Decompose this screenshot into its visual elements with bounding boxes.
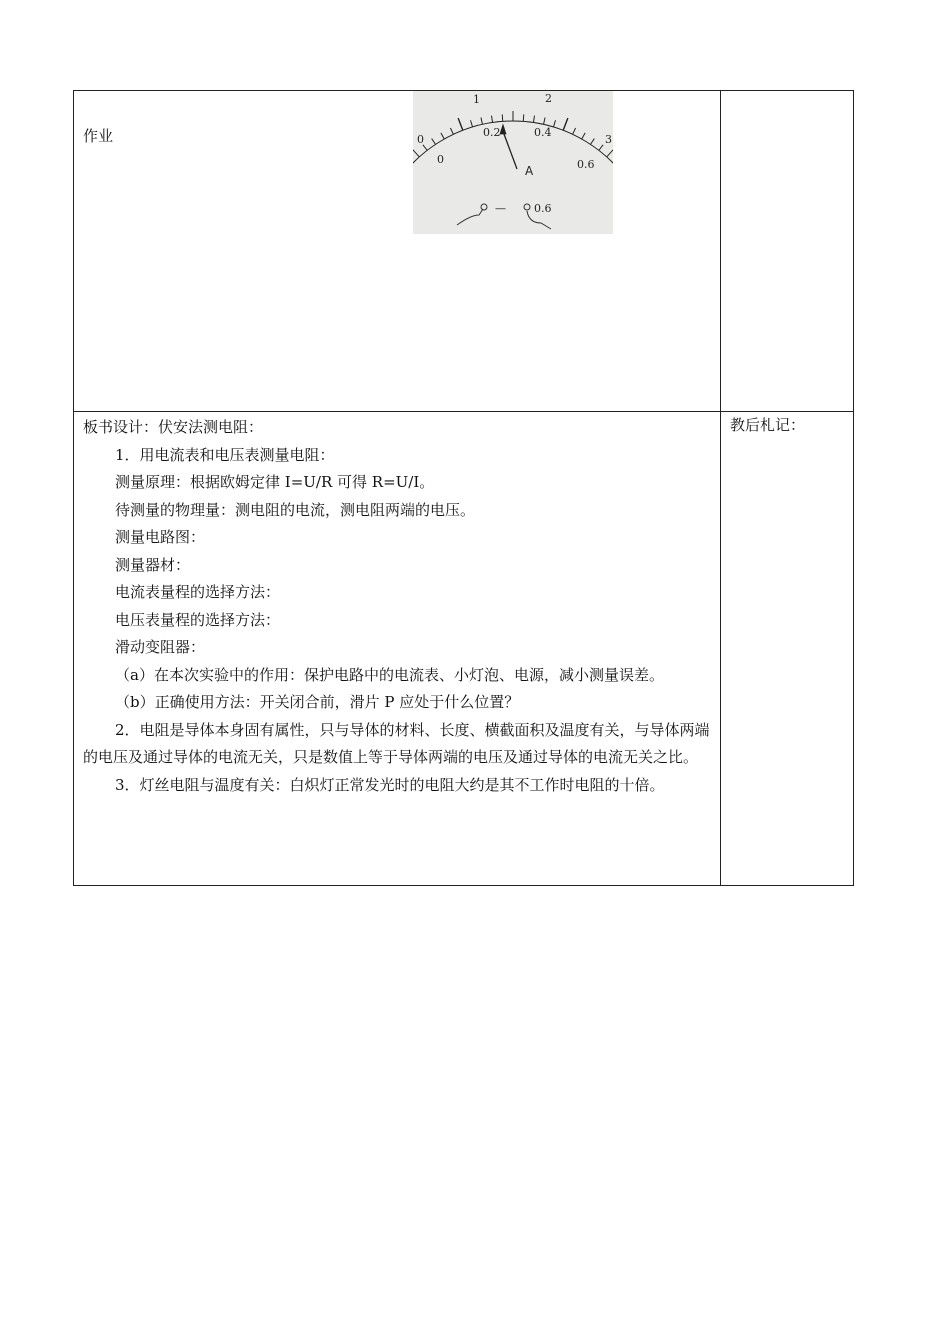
- lower-scale-0.6: 0.6: [577, 158, 595, 171]
- board-line-5: 测量器材：: [115, 555, 191, 574]
- dial-tick: [544, 118, 546, 125]
- board-title: 板书设计：伏安法测电阻：: [83, 418, 264, 436]
- dial-tick: [563, 118, 568, 130]
- upper-scale-2: 2: [545, 92, 552, 105]
- board-line-7: 电压表量程的选择方法：: [115, 610, 281, 629]
- unit-label: A: [525, 164, 534, 178]
- ammeter-needle: [503, 131, 517, 169]
- homework-side-cell: [721, 91, 854, 412]
- homework-label: 作业: [83, 127, 114, 145]
- board-line-10: （b）正确使用方法：开关闭合前，滑片 P 应处于什么位置？: [115, 693, 520, 711]
- lower-scale-0: 0: [437, 153, 444, 166]
- dial-tick: [441, 133, 444, 139]
- dial-tick: [450, 128, 453, 134]
- terminal-negative-label: —: [495, 202, 506, 215]
- lesson-plan-sheet: [73, 90, 853, 886]
- dial-tick: [599, 145, 603, 151]
- reflection-label: 教后札记：: [730, 416, 806, 434]
- dial-tick: [590, 139, 594, 145]
- board-line-6: 电流表量程的选择方法：: [115, 583, 281, 601]
- upper-scale-0: 0: [417, 133, 424, 146]
- homework-cell: [74, 91, 721, 412]
- board-line-9: （a）在本次实验中的作用：保护电路中的电流表、小灯泡、电源，减小测量误差。: [115, 665, 664, 684]
- ammeter-image: [413, 91, 613, 234]
- dial-tick: [607, 150, 613, 157]
- dial-tick: [481, 118, 483, 125]
- dial-tick: [492, 116, 493, 123]
- board-line-8: 滑动变阻器：: [115, 638, 206, 656]
- board-design-cell: [74, 412, 721, 886]
- ammeter-dial: [413, 91, 613, 234]
- board-line-2: 测量原理：根据欧姆定律 I=U/R 可得 R=U/I。: [115, 473, 435, 491]
- dial-tick: [523, 114, 524, 121]
- dial-tick: [432, 139, 436, 145]
- lesson-table: [73, 90, 854, 886]
- lower-scale-0.4: 0.4: [534, 126, 552, 139]
- dial-tick: [573, 128, 576, 134]
- dial-tick: [471, 120, 473, 127]
- board-line-1: 1．用电流表和电压表测量电阻：: [115, 445, 335, 464]
- dial-tick: [553, 120, 555, 127]
- terminal-wire-left: [457, 209, 483, 225]
- board-notes: [74, 412, 720, 799]
- dial-tick: [582, 133, 585, 139]
- upper-scale-1: 1: [473, 93, 480, 106]
- lower-scale-0.2: 0.2: [483, 126, 501, 139]
- board-line-4: 测量电路图：: [115, 528, 206, 546]
- board-line-3: 待测量的物理量：测电阻的电流，测电阻两端的电压。: [115, 500, 476, 519]
- terminal-negative-icon: [481, 204, 487, 210]
- dial-tick: [533, 116, 534, 123]
- dial-tick: [413, 150, 419, 157]
- dial-tick: [458, 118, 463, 130]
- terminal-positive-icon: [524, 204, 530, 210]
- homework-row: [74, 91, 854, 412]
- dial-tick: [502, 114, 503, 121]
- terminal-positive-label: 0.6: [534, 202, 552, 215]
- board-line-12: 3．灯丝电阻与温度有关：白炽灯正常发光时的电阻大约是其不工作时电阻的十倍。: [115, 775, 665, 794]
- reflection-cell: [721, 412, 854, 886]
- needle-head-icon: [499, 123, 506, 134]
- board-row: [74, 412, 854, 886]
- board-line-11: 2．电阻是导体本身固有属性，只与导体的材料、长度、横截面积及温度有关，与导体两端的电压及通过导体的电流无关，只是数值上等于导体两端的电压及通过导体的电流无关之比。: [83, 720, 710, 766]
- upper-scale-3: 3: [605, 133, 612, 146]
